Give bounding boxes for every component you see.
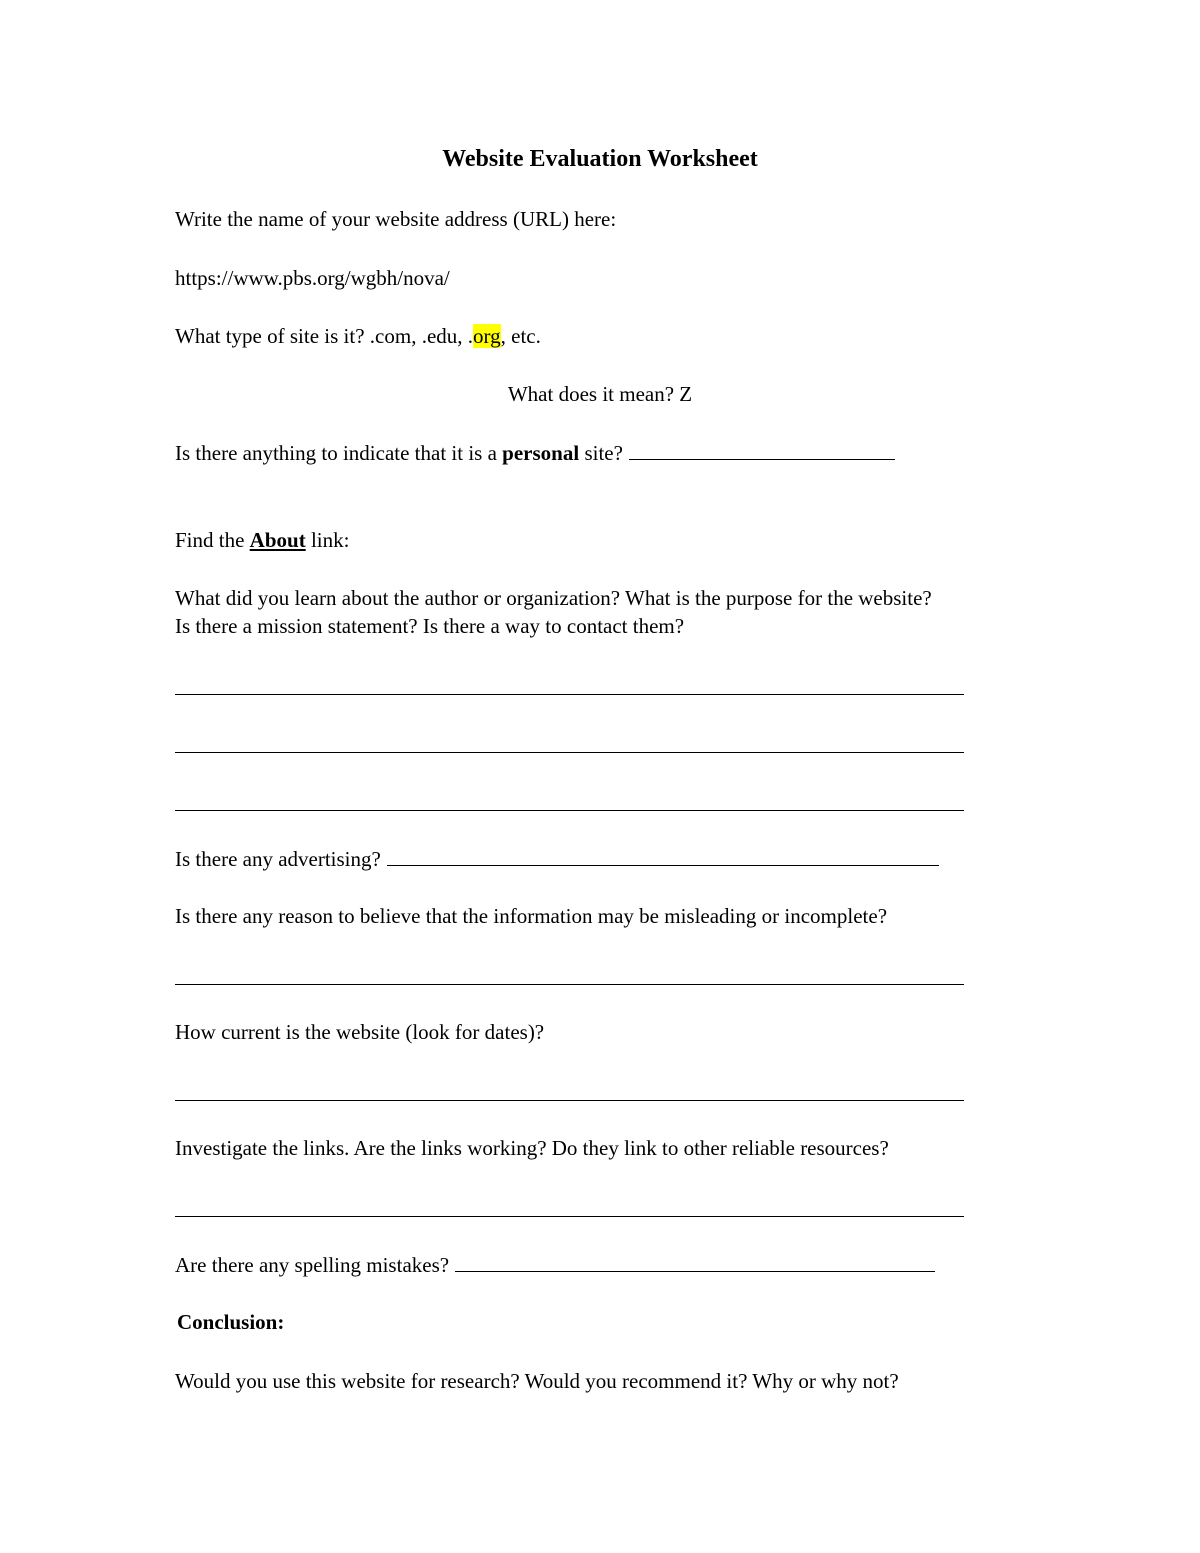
misleading-prompt: Is there any reason to believe that the information may be misleading or incomplete? <box>175 904 888 928</box>
spelling-prompt-text: Are there any spelling mistakes? <box>175 1253 450 1277</box>
spelling-prompt <box>175 1251 935 1278</box>
personal-site-prompt <box>175 439 895 466</box>
author-question-line-2: Is there a mission statement? Is there a way to contact them? <box>175 614 685 638</box>
author-answer-line-1[interactable] <box>175 694 964 695</box>
misleading-answer-line[interactable] <box>175 984 964 985</box>
personal-answer-blank[interactable] <box>629 439 895 460</box>
author-answer-line-3[interactable] <box>175 810 964 811</box>
about-prompt-text: Find the <box>175 528 250 552</box>
spelling-answer-blank[interactable] <box>455 1251 935 1272</box>
current-prompt: How current is the website (look for dates)? <box>175 1020 545 1044</box>
current-answer-line[interactable] <box>175 1100 964 1101</box>
advertising-prompt-text: Is there any advertising? <box>175 847 381 871</box>
author-question-line-1: What did you learn about the author or organization? What is the purpose for the website? <box>175 586 932 610</box>
links-prompt: Investigate the links. Are the links working? Do they link to other reliable resources? <box>175 1136 889 1160</box>
meaning-prompt: What does it mean? Z <box>507 382 693 406</box>
highlighted-org: org <box>473 324 501 348</box>
advertising-prompt <box>175 845 939 872</box>
worksheet-title: Website Evaluation Worksheet <box>442 146 758 172</box>
author-answer-line-2[interactable] <box>175 752 964 753</box>
site-type-prompt <box>175 323 541 349</box>
about-bold-word: About <box>249 528 306 552</box>
site-type-prompt-text: What type of site is it? .com, .edu, . <box>175 324 474 348</box>
personal-prompt-suffix: site? <box>579 441 623 465</box>
about-link-prompt <box>175 527 349 553</box>
url-prompt: Write the name of your website address (URL) here: <box>175 207 617 231</box>
conclusion-prompt: Would you use this website for research? Would you recommend it? Why or why not? <box>175 1369 899 1393</box>
url-value: https://www.pbs.org/wgbh/nova/ <box>175 266 450 290</box>
personal-prompt-text: Is there anything to indicate that it is a <box>175 441 503 465</box>
links-answer-line[interactable] <box>175 1216 964 1217</box>
personal-bold-word: personal <box>502 441 580 465</box>
advertising-answer-blank[interactable] <box>387 845 939 866</box>
site-type-prompt-suffix: , etc. <box>500 324 541 348</box>
about-prompt-suffix: link: <box>305 528 350 552</box>
conclusion-heading: Conclusion: <box>177 1310 285 1334</box>
